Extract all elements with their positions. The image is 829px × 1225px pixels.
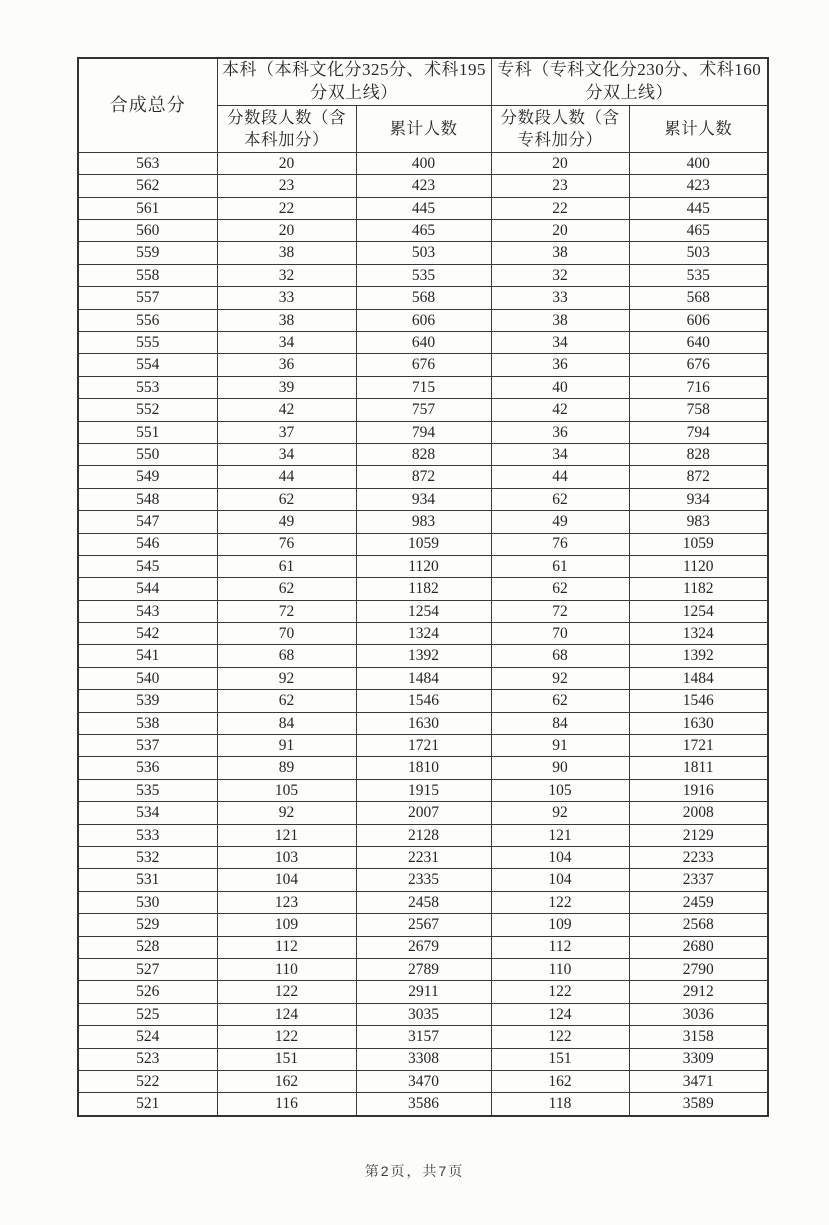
- table-cell: 2129: [629, 824, 768, 846]
- table-cell: 545: [78, 555, 217, 577]
- table-cell: 151: [491, 1048, 629, 1070]
- table-cell: 556: [78, 309, 217, 331]
- table-cell: 568: [629, 287, 768, 309]
- table-cell: 1630: [356, 712, 491, 734]
- table-cell: 122: [491, 981, 629, 1003]
- table-cell: 3589: [629, 1093, 768, 1116]
- table-cell: 34: [491, 443, 629, 465]
- table-row: [78, 1093, 768, 1116]
- table-row: [78, 376, 768, 398]
- table-cell: 1630: [629, 712, 768, 734]
- table-cell: 562: [78, 175, 217, 197]
- table-cell: 445: [629, 197, 768, 219]
- table-cell: 70: [217, 623, 356, 645]
- table-cell: 20: [217, 152, 356, 174]
- table-cell: 532: [78, 846, 217, 868]
- table-cell: 1120: [629, 555, 768, 577]
- table-cell: 872: [356, 466, 491, 488]
- table-cell: 3308: [356, 1048, 491, 1070]
- table-cell: 2335: [356, 869, 491, 891]
- header-zhuanke-segment-count: 分数段人数（含专科加分）: [491, 105, 629, 152]
- table-cell: 103: [217, 846, 356, 868]
- table-cell: 524: [78, 1026, 217, 1048]
- table-cell: 122: [491, 1026, 629, 1048]
- table-cell: 91: [491, 735, 629, 757]
- table-row: [78, 1026, 768, 1048]
- table-cell: 715: [356, 376, 491, 398]
- table-cell: 2789: [356, 958, 491, 980]
- table-cell: 112: [217, 936, 356, 958]
- table-cell: 89: [217, 757, 356, 779]
- table-row: [78, 981, 768, 1003]
- table-cell: 104: [217, 869, 356, 891]
- table-row: [78, 197, 768, 219]
- table-cell: 1546: [356, 690, 491, 712]
- table-cell: 105: [217, 779, 356, 801]
- table-row: [78, 264, 768, 286]
- table-row: [78, 578, 768, 600]
- table-cell: 1392: [629, 645, 768, 667]
- table-cell: 3036: [629, 1003, 768, 1025]
- table-cell: 70: [491, 623, 629, 645]
- table-cell: 105: [491, 779, 629, 801]
- table-cell: 122: [217, 981, 356, 1003]
- table-cell: 2007: [356, 802, 491, 824]
- table-cell: 828: [629, 443, 768, 465]
- table-cell: 123: [217, 891, 356, 913]
- table-cell: 112: [491, 936, 629, 958]
- table-row: [78, 779, 768, 801]
- table-row: [78, 175, 768, 197]
- table-cell: 3158: [629, 1026, 768, 1048]
- table-cell: 557: [78, 287, 217, 309]
- header-zhuanke-group: 专科（专科文化分230分、术科160分双上线）: [491, 58, 768, 105]
- table-cell: 92: [217, 667, 356, 689]
- table-cell: 72: [217, 600, 356, 622]
- table-cell: 561: [78, 197, 217, 219]
- table-cell: 983: [356, 511, 491, 533]
- table-cell: 1254: [629, 600, 768, 622]
- table-cell: 400: [629, 152, 768, 174]
- table-cell: 76: [491, 533, 629, 555]
- table-cell: 640: [629, 332, 768, 354]
- table-cell: 503: [629, 242, 768, 264]
- table-cell: 522: [78, 1070, 217, 1092]
- table-row: [78, 466, 768, 488]
- table-row: [78, 332, 768, 354]
- table-cell: 2458: [356, 891, 491, 913]
- table-row: [78, 735, 768, 757]
- table-row: [78, 936, 768, 958]
- table-cell: 22: [217, 197, 356, 219]
- table-cell: 445: [356, 197, 491, 219]
- table-cell: 92: [217, 802, 356, 824]
- table-cell: 537: [78, 735, 217, 757]
- table-cell: 547: [78, 511, 217, 533]
- header-benke-group: 本科（本科文化分325分、术科195分双上线）: [217, 58, 491, 105]
- table-cell: 465: [629, 220, 768, 242]
- table-cell: 38: [217, 309, 356, 331]
- table-cell: 68: [217, 645, 356, 667]
- table-cell: 2337: [629, 869, 768, 891]
- table-cell: 162: [217, 1070, 356, 1092]
- table-cell: 2459: [629, 891, 768, 913]
- table-row: [78, 511, 768, 533]
- table-cell: 1915: [356, 779, 491, 801]
- table-cell: 1182: [629, 578, 768, 600]
- table-cell: 34: [491, 332, 629, 354]
- header-composite-score: 合成总分: [78, 58, 217, 152]
- table-cell: 1546: [629, 690, 768, 712]
- table-cell: 42: [491, 399, 629, 421]
- table-cell: 109: [491, 914, 629, 936]
- table-cell: 543: [78, 600, 217, 622]
- table-cell: 549: [78, 466, 217, 488]
- table-cell: 2790: [629, 958, 768, 980]
- table-cell: 44: [491, 466, 629, 488]
- table-row: [78, 869, 768, 891]
- table-row: [78, 152, 768, 174]
- table-cell: 606: [629, 309, 768, 331]
- header-benke-segment-count: 分数段人数（含本科加分）: [217, 105, 356, 152]
- table-row: [78, 846, 768, 868]
- table-cell: 539: [78, 690, 217, 712]
- table-cell: 535: [356, 264, 491, 286]
- table-cell: 34: [217, 443, 356, 465]
- table-row: [78, 802, 768, 824]
- table-cell: 983: [629, 511, 768, 533]
- table-row: [78, 1003, 768, 1025]
- table-cell: 1254: [356, 600, 491, 622]
- table-cell: 640: [356, 332, 491, 354]
- table-cell: 109: [217, 914, 356, 936]
- table-cell: 525: [78, 1003, 217, 1025]
- table-cell: 758: [629, 399, 768, 421]
- table-cell: 526: [78, 981, 217, 1003]
- table-cell: 3586: [356, 1093, 491, 1116]
- table-cell: 20: [491, 152, 629, 174]
- table-cell: 34: [217, 332, 356, 354]
- table-cell: 794: [629, 421, 768, 443]
- table-cell: 1721: [629, 735, 768, 757]
- table-cell: 1059: [629, 533, 768, 555]
- table-cell: 36: [217, 354, 356, 376]
- table-row: [78, 533, 768, 555]
- table-cell: 23: [217, 175, 356, 197]
- table-cell: 104: [491, 869, 629, 891]
- table-row: [78, 555, 768, 577]
- table-cell: 49: [217, 511, 356, 533]
- table-cell: 529: [78, 914, 217, 936]
- table-cell: 32: [217, 264, 356, 286]
- header-group-row: [78, 58, 768, 105]
- table-cell: 118: [491, 1093, 629, 1116]
- table-cell: 37: [217, 421, 356, 443]
- table-row: [78, 399, 768, 421]
- table-cell: 1484: [356, 667, 491, 689]
- table-row: [78, 645, 768, 667]
- table-cell: 121: [217, 824, 356, 846]
- table-row: [78, 667, 768, 689]
- table-cell: 2231: [356, 846, 491, 868]
- score-distribution-table: [77, 57, 769, 1117]
- table-cell: 3035: [356, 1003, 491, 1025]
- table-cell: 541: [78, 645, 217, 667]
- table-cell: 2912: [629, 981, 768, 1003]
- table-cell: 503: [356, 242, 491, 264]
- table-cell: 1059: [356, 533, 491, 555]
- table-cell: 62: [217, 578, 356, 600]
- table-cell: 110: [217, 958, 356, 980]
- table-cell: 828: [356, 443, 491, 465]
- table-cell: 124: [491, 1003, 629, 1025]
- table-row: [78, 891, 768, 913]
- table-cell: 38: [217, 242, 356, 264]
- table-cell: 528: [78, 936, 217, 958]
- table-cell: 555: [78, 332, 217, 354]
- table-cell: 423: [356, 175, 491, 197]
- table-cell: 39: [217, 376, 356, 398]
- table-cell: 42: [217, 399, 356, 421]
- table-cell: 110: [491, 958, 629, 980]
- table-cell: 61: [491, 555, 629, 577]
- table-cell: 33: [217, 287, 356, 309]
- table-cell: 716: [629, 376, 768, 398]
- table-cell: 2233: [629, 846, 768, 868]
- table-row: [78, 488, 768, 510]
- table-row: [78, 1048, 768, 1070]
- table-cell: 122: [217, 1026, 356, 1048]
- table-row: [78, 958, 768, 980]
- table-cell: 44: [217, 466, 356, 488]
- table-cell: 124: [217, 1003, 356, 1025]
- table-cell: 568: [356, 287, 491, 309]
- table-row: [78, 690, 768, 712]
- table-cell: 62: [491, 488, 629, 510]
- table-row: [78, 824, 768, 846]
- table-cell: 23: [491, 175, 629, 197]
- table-cell: 535: [78, 779, 217, 801]
- table-cell: 542: [78, 623, 217, 645]
- table-cell: 151: [217, 1048, 356, 1070]
- table-cell: 2679: [356, 936, 491, 958]
- table-cell: 91: [217, 735, 356, 757]
- table-cell: 84: [217, 712, 356, 734]
- table-cell: 1721: [356, 735, 491, 757]
- table-cell: 872: [629, 466, 768, 488]
- table-cell: 20: [217, 220, 356, 242]
- table-cell: 92: [491, 667, 629, 689]
- table-cell: 104: [491, 846, 629, 868]
- table-row: [78, 914, 768, 936]
- table-cell: 40: [491, 376, 629, 398]
- table-cell: 1182: [356, 578, 491, 600]
- table-cell: 36: [491, 354, 629, 376]
- table-cell: 1811: [629, 757, 768, 779]
- table-cell: 2911: [356, 981, 491, 1003]
- table-cell: 68: [491, 645, 629, 667]
- table-row: [78, 421, 768, 443]
- table-cell: 1324: [629, 623, 768, 645]
- table-cell: 531: [78, 869, 217, 891]
- table-cell: 2008: [629, 802, 768, 824]
- table-cell: 121: [491, 824, 629, 846]
- table-row: [78, 623, 768, 645]
- table-cell: 757: [356, 399, 491, 421]
- table-cell: 794: [356, 421, 491, 443]
- table-cell: 523: [78, 1048, 217, 1070]
- table-cell: 521: [78, 1093, 217, 1116]
- header-benke-cumulative-count: 累计人数: [356, 105, 491, 152]
- table-cell: 551: [78, 421, 217, 443]
- table-cell: 546: [78, 533, 217, 555]
- table-row: [78, 712, 768, 734]
- table-cell: 62: [217, 488, 356, 510]
- table-cell: 116: [217, 1093, 356, 1116]
- table-cell: 548: [78, 488, 217, 510]
- table-cell: 536: [78, 757, 217, 779]
- table-cell: 554: [78, 354, 217, 376]
- table-cell: 1810: [356, 757, 491, 779]
- table-cell: 676: [356, 354, 491, 376]
- table-cell: 552: [78, 399, 217, 421]
- table-cell: 535: [629, 264, 768, 286]
- table-cell: 2128: [356, 824, 491, 846]
- table-row: [78, 1070, 768, 1092]
- table-cell: 676: [629, 354, 768, 376]
- table-cell: 61: [217, 555, 356, 577]
- table-cell: 1392: [356, 645, 491, 667]
- table-row: [78, 309, 768, 331]
- table-cell: 530: [78, 891, 217, 913]
- table-cell: 162: [491, 1070, 629, 1092]
- table-cell: 122: [491, 891, 629, 913]
- table-cell: 2568: [629, 914, 768, 936]
- table-row: [78, 220, 768, 242]
- table-row: [78, 600, 768, 622]
- table-cell: 559: [78, 242, 217, 264]
- table-cell: 534: [78, 802, 217, 824]
- page-number-footer: 第2页，共7页: [364, 1163, 465, 1179]
- table-cell: 2680: [629, 936, 768, 958]
- table-cell: 560: [78, 220, 217, 242]
- table-cell: 934: [356, 488, 491, 510]
- table-cell: 1120: [356, 555, 491, 577]
- table-cell: 553: [78, 376, 217, 398]
- table-cell: 538: [78, 712, 217, 734]
- table-row: [78, 757, 768, 779]
- header-zhuanke-cumulative-count: 累计人数: [629, 105, 768, 152]
- table-cell: 2567: [356, 914, 491, 936]
- table-cell: 527: [78, 958, 217, 980]
- table-row: [78, 354, 768, 376]
- table-cell: 3471: [629, 1070, 768, 1092]
- table-row: [78, 287, 768, 309]
- table-cell: 400: [356, 152, 491, 174]
- score-table-body: [78, 152, 768, 1115]
- table-cell: 533: [78, 824, 217, 846]
- table-cell: 20: [491, 220, 629, 242]
- table-cell: 1324: [356, 623, 491, 645]
- table-cell: 22: [491, 197, 629, 219]
- table-cell: 62: [217, 690, 356, 712]
- table-cell: 540: [78, 667, 217, 689]
- table-cell: 934: [629, 488, 768, 510]
- table-cell: 1484: [629, 667, 768, 689]
- table-cell: 3157: [356, 1026, 491, 1048]
- table-cell: 62: [491, 578, 629, 600]
- table-cell: 38: [491, 242, 629, 264]
- table-cell: 550: [78, 443, 217, 465]
- table-cell: 544: [78, 578, 217, 600]
- table-cell: 84: [491, 712, 629, 734]
- table-cell: 62: [491, 690, 629, 712]
- table-cell: 465: [356, 220, 491, 242]
- table-cell: 1916: [629, 779, 768, 801]
- table-cell: 3470: [356, 1070, 491, 1092]
- table-cell: 606: [356, 309, 491, 331]
- table-cell: 558: [78, 264, 217, 286]
- table-cell: 38: [491, 309, 629, 331]
- table-cell: 33: [491, 287, 629, 309]
- table-cell: 32: [491, 264, 629, 286]
- table-cell: 49: [491, 511, 629, 533]
- table-cell: 90: [491, 757, 629, 779]
- table-cell: 36: [491, 421, 629, 443]
- table-row: [78, 443, 768, 465]
- table-cell: 72: [491, 600, 629, 622]
- table-cell: 76: [217, 533, 356, 555]
- table-row: [78, 242, 768, 264]
- table-cell: 92: [491, 802, 629, 824]
- table-cell: 3309: [629, 1048, 768, 1070]
- table-cell: 563: [78, 152, 217, 174]
- table-cell: 423: [629, 175, 768, 197]
